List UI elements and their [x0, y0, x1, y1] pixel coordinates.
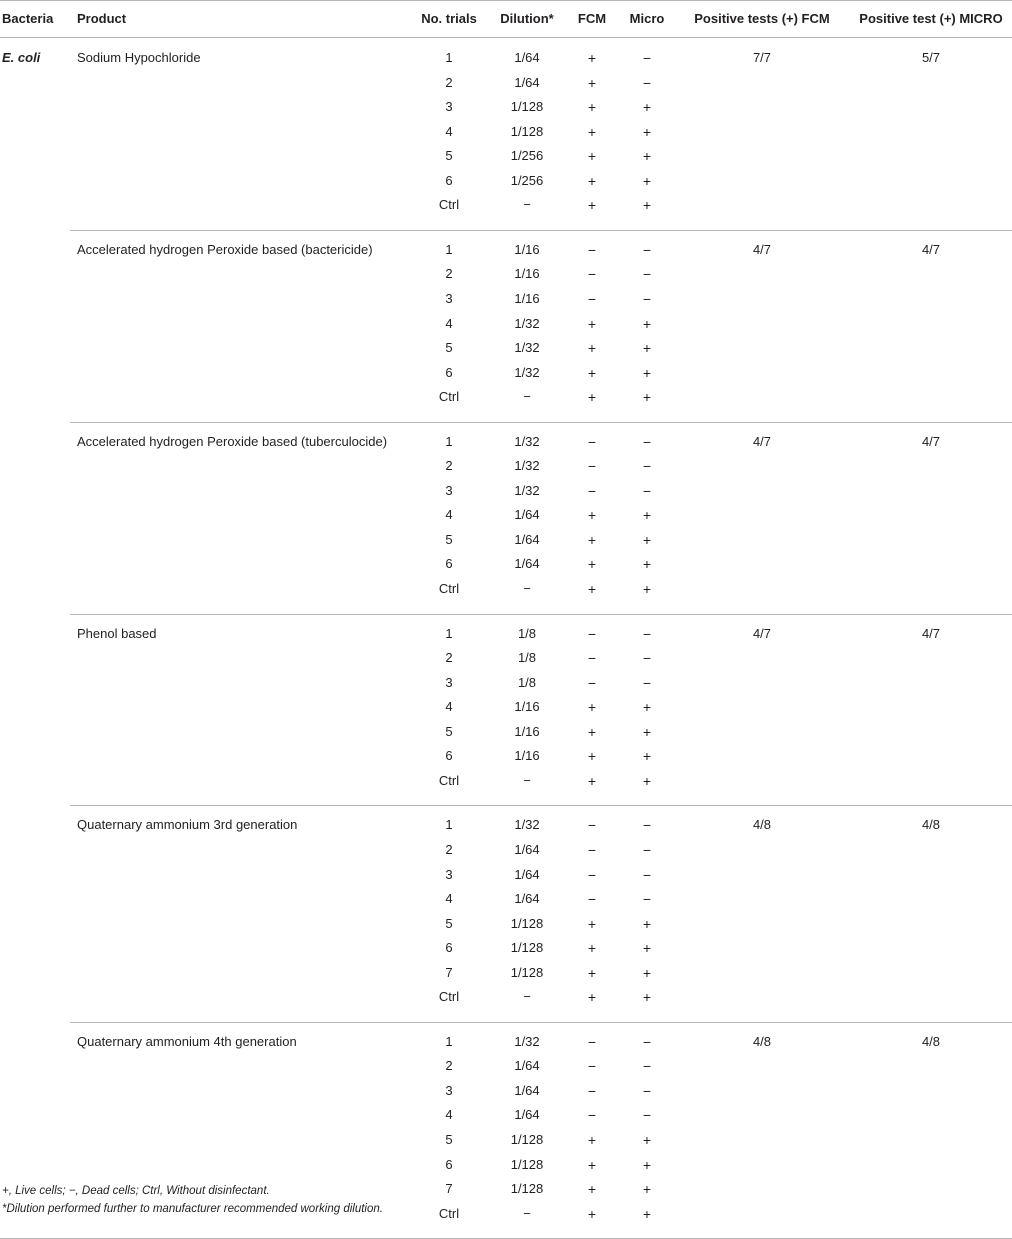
- trial-number: 6: [445, 748, 453, 764]
- fcm-result: +: [587, 531, 597, 548]
- dilution-value: 1/32: [514, 433, 540, 449]
- micro-result: −: [642, 625, 652, 642]
- fcm-result: −: [587, 841, 597, 858]
- micro-result: −: [642, 866, 652, 883]
- micro-result: +: [642, 748, 652, 765]
- dilution-value: 1/64: [514, 1082, 540, 1098]
- dilution-value: −: [523, 389, 531, 405]
- trial-number: Ctrl: [438, 389, 460, 405]
- trial-number: 1: [445, 817, 453, 833]
- trial-number: 6: [445, 172, 453, 188]
- fcm-result: +: [587, 581, 597, 597]
- dilution-value: 1/128: [510, 940, 544, 956]
- micro-result: +: [642, 1181, 652, 1198]
- micro-result: +: [642, 940, 652, 957]
- dilution-value: 1/16: [514, 266, 540, 282]
- positive-micro-count: 4/7: [921, 433, 941, 449]
- fcm-result: +: [587, 1205, 597, 1222]
- dilution-value: 1/64: [514, 841, 540, 857]
- dilution-value: −: [523, 772, 531, 788]
- trial-number: 1: [445, 433, 453, 449]
- dilution-value: 1/128: [510, 1132, 544, 1147]
- positive-fcm-count: 7/7: [752, 50, 772, 65]
- positive-micro-count: 4/7: [921, 625, 941, 641]
- fcm-result: +: [587, 148, 597, 165]
- fcm-result: −: [587, 458, 597, 475]
- footnote-dilution: *Dilution performed further to manufacturer recommended working dilution.: [2, 1203, 383, 1215]
- trial-number: 4: [445, 507, 453, 523]
- product-name: Accelerated hydrogen Peroxide based (bactericide): [77, 241, 373, 257]
- dilution-value: 1/64: [514, 1058, 540, 1074]
- fcm-result: +: [587, 123, 597, 140]
- micro-result: +: [642, 172, 652, 189]
- header-dilution: Dilution*: [500, 11, 554, 26]
- fcm-result: −: [587, 891, 597, 908]
- trial-number: 4: [445, 1107, 453, 1123]
- dilution-value: 1/16: [514, 723, 540, 739]
- fcm-result: +: [587, 989, 597, 1006]
- fcm-result: +: [587, 364, 597, 381]
- positive-micro-count: 4/8: [921, 1033, 941, 1049]
- trial-number: Ctrl: [438, 197, 460, 213]
- fcm-result: +: [587, 197, 597, 214]
- dilution-value: 1/256: [510, 148, 544, 164]
- dilution-value: 1/128: [510, 964, 544, 980]
- dilution-value: 1/64: [514, 1107, 540, 1123]
- positive-micro-count: 4/8: [921, 817, 941, 833]
- trial-number: 5: [445, 1132, 453, 1147]
- trial-number: 5: [445, 340, 453, 356]
- dilution-value: 1/8: [517, 650, 537, 666]
- dilution-value: 1/16: [514, 290, 540, 306]
- positive-fcm-count: 4/7: [752, 625, 772, 641]
- product-name: Sodium Hypochloride: [77, 50, 201, 65]
- trial-number: 4: [445, 123, 453, 139]
- footnote-legend: +, Live cells; −, Dead cells; Ctrl, Without disinfectant.: [2, 1185, 270, 1197]
- trial-number: Ctrl: [438, 1205, 460, 1221]
- micro-result: +: [642, 364, 652, 381]
- micro-result: −: [642, 1107, 652, 1124]
- dilution-value: 1/32: [514, 364, 540, 380]
- micro-result: +: [642, 699, 652, 716]
- trial-number: 4: [445, 891, 453, 907]
- positive-fcm-count: 4/7: [752, 433, 772, 449]
- trial-number: 1: [445, 241, 453, 257]
- header-positive-micro: Positive test (+) MICRO: [859, 11, 1003, 26]
- trial-number: 3: [445, 674, 453, 690]
- micro-result: −: [642, 891, 652, 908]
- dilution-value: 1/256: [510, 172, 544, 188]
- micro-result: +: [642, 389, 652, 406]
- trial-number: 3: [445, 1082, 453, 1098]
- fcm-result: +: [587, 172, 597, 189]
- trial-number: 2: [445, 266, 453, 282]
- trial-number: 3: [445, 866, 453, 882]
- dilution-value: 1/32: [514, 340, 540, 356]
- group-separator: [70, 805, 1012, 806]
- trial-number: 6: [445, 364, 453, 380]
- fcm-result: +: [587, 50, 597, 66]
- dilution-value: 1/32: [514, 315, 540, 331]
- trial-number: 3: [445, 99, 453, 115]
- fcm-result: +: [587, 1156, 597, 1173]
- trial-number: Ctrl: [438, 989, 460, 1005]
- micro-result: +: [642, 1156, 652, 1173]
- product-name: Quaternary ammonium 4th generation: [77, 1033, 297, 1049]
- group-separator: [70, 614, 1012, 615]
- fcm-result: +: [587, 507, 597, 524]
- dilution-value: 1/128: [510, 1156, 544, 1172]
- trial-number: 1: [445, 50, 453, 65]
- dilution-value: 1/8: [517, 674, 537, 690]
- fcm-result: −: [587, 674, 597, 691]
- micro-result: +: [642, 148, 652, 165]
- dilution-value: −: [523, 989, 531, 1005]
- micro-result: +: [642, 531, 652, 548]
- dilution-value: 1/16: [514, 748, 540, 764]
- header-positive-fcm: Positive tests (+) FCM: [694, 11, 830, 26]
- trial-number: 6: [445, 1156, 453, 1172]
- micro-result: +: [642, 340, 652, 357]
- dilution-value: 1/64: [514, 866, 540, 882]
- fcm-result: −: [587, 1033, 597, 1050]
- trial-number: 3: [445, 482, 453, 498]
- dilution-value: 1/64: [514, 556, 540, 572]
- product-name: Quaternary ammonium 3rd generation: [77, 817, 298, 833]
- micro-result: +: [642, 123, 652, 140]
- fcm-result: +: [587, 772, 597, 789]
- trial-number: 2: [445, 74, 453, 90]
- product-name: Accelerated hydrogen Peroxide based (tuberculocide): [77, 433, 388, 449]
- trial-number: 5: [445, 531, 453, 547]
- dilution-value: 1/128: [510, 99, 544, 115]
- bacteria-name: E. coli: [2, 50, 41, 65]
- fcm-result: −: [587, 433, 597, 450]
- micro-result: −: [642, 650, 652, 667]
- trial-number: 7: [445, 1181, 453, 1197]
- dilution-value: −: [523, 197, 531, 213]
- micro-result: +: [642, 315, 652, 332]
- micro-result: +: [642, 915, 652, 932]
- fcm-result: +: [587, 315, 597, 332]
- dilution-value: 1/16: [514, 241, 540, 257]
- dilution-value: 1/32: [514, 817, 540, 833]
- fcm-result: +: [587, 1132, 597, 1148]
- fcm-result: −: [587, 290, 597, 307]
- fcm-result: +: [587, 1181, 597, 1198]
- fcm-result: +: [587, 556, 597, 573]
- dilution-value: 1/8: [517, 625, 537, 641]
- header-bacteria: Bacteria: [2, 11, 54, 26]
- micro-result: −: [642, 674, 652, 691]
- fcm-result: +: [587, 940, 597, 957]
- dilution-value: 1/64: [514, 531, 540, 547]
- trial-number: 5: [445, 915, 453, 931]
- dilution-value: 1/128: [510, 123, 544, 139]
- dilution-value: 1/64: [514, 74, 540, 90]
- trial-number: Ctrl: [438, 581, 460, 596]
- dilution-value: 1/128: [510, 915, 544, 931]
- trial-number: 4: [445, 315, 453, 331]
- micro-result: +: [642, 99, 652, 116]
- micro-result: −: [642, 1058, 652, 1075]
- fcm-result: −: [587, 1107, 597, 1124]
- trial-number: Ctrl: [438, 772, 460, 788]
- group-separator: [70, 422, 1012, 423]
- micro-result: −: [642, 433, 652, 450]
- table-header: [0, 0, 1012, 38]
- positive-micro-count: 5/7: [921, 50, 941, 65]
- fcm-result: −: [587, 866, 597, 883]
- trial-number: 6: [445, 940, 453, 956]
- fcm-result: −: [587, 1082, 597, 1099]
- micro-result: −: [642, 482, 652, 499]
- micro-result: +: [642, 1205, 652, 1222]
- trial-number: 4: [445, 699, 453, 715]
- trial-number: 2: [445, 841, 453, 857]
- micro-result: +: [642, 556, 652, 573]
- micro-result: −: [642, 50, 652, 66]
- dilution-value: 1/32: [514, 458, 540, 474]
- dilution-value: −: [523, 581, 531, 596]
- fcm-result: −: [587, 1058, 597, 1075]
- trial-number: 2: [445, 458, 453, 474]
- header-fcm: FCM: [577, 11, 607, 26]
- dilution-value: 1/32: [514, 482, 540, 498]
- micro-result: −: [642, 1033, 652, 1050]
- trial-number: 5: [445, 148, 453, 164]
- trial-number: 1: [445, 625, 453, 641]
- fcm-result: +: [587, 74, 597, 91]
- header-micro: Micro: [629, 11, 665, 26]
- dilution-value: 1/64: [514, 891, 540, 907]
- fcm-result: +: [587, 748, 597, 765]
- micro-result: +: [642, 1132, 652, 1148]
- dilution-value: 1/16: [514, 699, 540, 715]
- fcm-result: +: [587, 340, 597, 357]
- fcm-result: +: [587, 699, 597, 716]
- group-separator: [70, 230, 1012, 231]
- micro-result: −: [642, 266, 652, 283]
- dilution-value: 1/128: [510, 1181, 544, 1197]
- micro-result: −: [642, 458, 652, 475]
- header-trials: No. trials: [421, 11, 477, 26]
- positive-fcm-count: 4/8: [752, 817, 772, 833]
- positive-fcm-count: 4/7: [752, 241, 772, 257]
- trial-number: 7: [445, 964, 453, 980]
- micro-result: +: [642, 989, 652, 1006]
- fcm-result: −: [587, 625, 597, 642]
- fcm-result: +: [587, 723, 597, 740]
- micro-result: −: [642, 241, 652, 258]
- micro-result: −: [642, 841, 652, 858]
- fcm-result: +: [587, 99, 597, 116]
- micro-result: +: [642, 197, 652, 214]
- fcm-result: −: [587, 266, 597, 283]
- micro-result: +: [642, 772, 652, 789]
- dilution-value: −: [523, 1205, 531, 1221]
- trial-number: 2: [445, 650, 453, 666]
- micro-result: −: [642, 74, 652, 91]
- dilution-value: 1/64: [514, 50, 540, 65]
- micro-result: −: [642, 290, 652, 307]
- trial-number: 1: [445, 1033, 453, 1049]
- micro-result: −: [642, 817, 652, 834]
- trial-number: 5: [445, 723, 453, 739]
- positive-fcm-count: 4/8: [752, 1033, 772, 1049]
- fcm-result: −: [587, 650, 597, 667]
- header-product: Product: [77, 11, 127, 26]
- fcm-result: −: [587, 241, 597, 258]
- dilution-value: 1/32: [514, 1033, 540, 1049]
- micro-result: +: [642, 581, 652, 597]
- trial-number: 3: [445, 290, 453, 306]
- dilution-value: 1/64: [514, 507, 540, 523]
- fcm-result: +: [587, 964, 597, 981]
- trial-number: 6: [445, 556, 453, 572]
- positive-micro-count: 4/7: [921, 241, 941, 257]
- micro-result: +: [642, 723, 652, 740]
- trial-number: 2: [445, 1058, 453, 1074]
- micro-result: +: [642, 964, 652, 981]
- micro-result: +: [642, 507, 652, 524]
- fcm-result: +: [587, 389, 597, 406]
- micro-result: −: [642, 1082, 652, 1099]
- fcm-result: −: [587, 817, 597, 834]
- fcm-result: −: [587, 482, 597, 499]
- group-separator: [70, 1022, 1012, 1023]
- fcm-result: +: [587, 915, 597, 932]
- product-name: Phenol based: [77, 625, 157, 641]
